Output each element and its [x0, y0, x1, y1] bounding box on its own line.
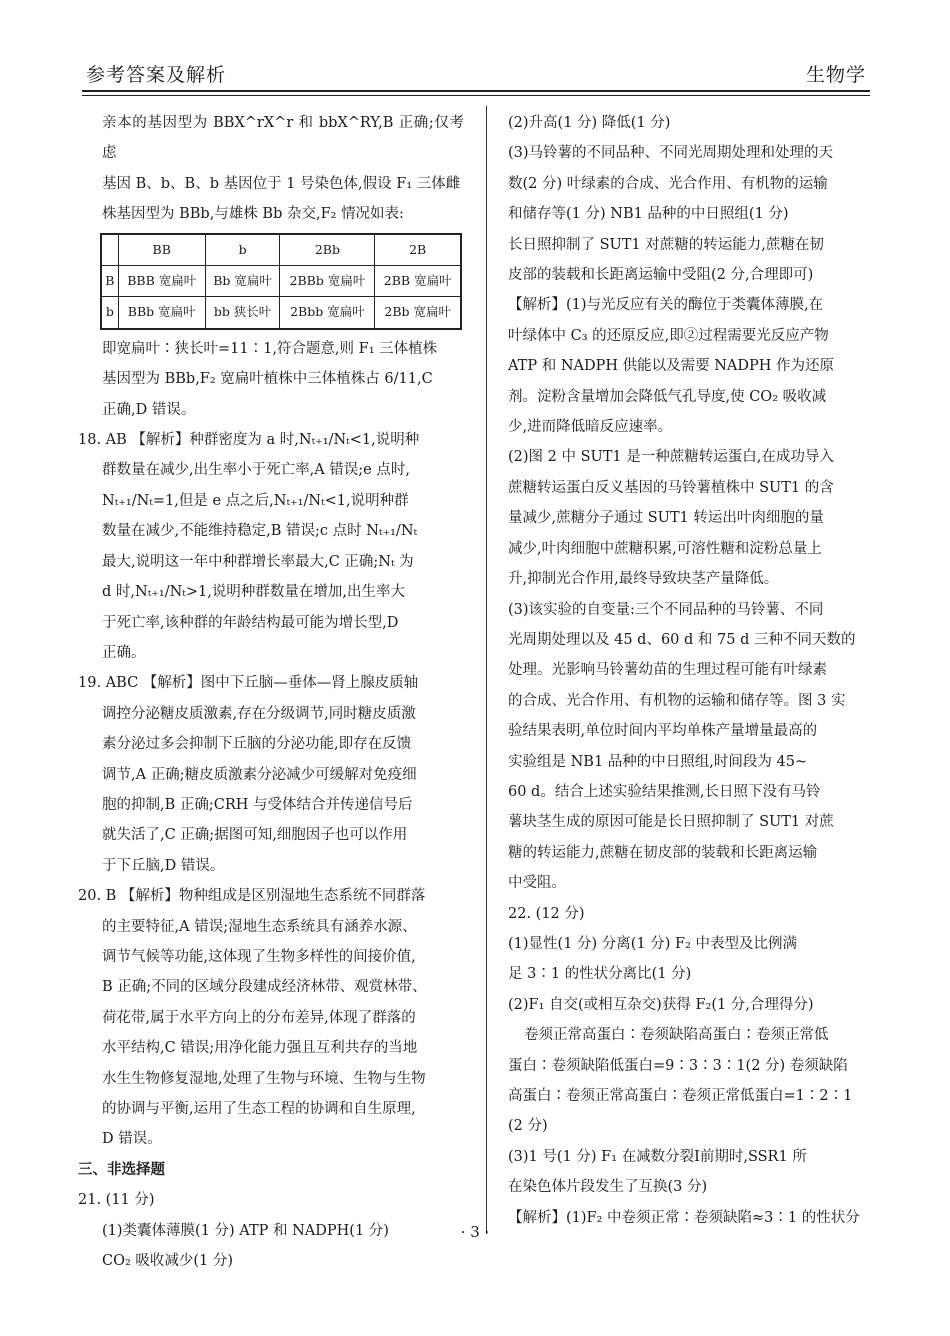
line: 中受阻。 [508, 875, 566, 892]
table-cell: B [101, 266, 118, 297]
line: 蛋白∶卷须缺陷低蛋白=9∶3∶3∶1(2 分) 卷须缺陷 [508, 1057, 848, 1074]
table-cell: 2BB 宽扁叶 [375, 266, 461, 297]
line: 数(2 分) 叶绿素的合成、光合作用、有机物的运输 [508, 175, 828, 192]
header-rule-thin [82, 95, 870, 96]
line: (3)马铃薯的不同品种、不同光周期处理和处理的天 [508, 145, 834, 162]
q17-conclusion [78, 334, 464, 425]
table-header-row [101, 234, 461, 266]
right-column [508, 108, 876, 1233]
line: 20. B 【解析】物种组成是区别湿地生态系统不同群落 [78, 888, 426, 905]
genotype-table [100, 233, 462, 330]
line: 调节,A 正确;糖皮质激素分泌减少可缓解对免疫细 [102, 766, 417, 783]
table-cell [101, 234, 118, 266]
line: 处理。光影响马铃薯幼苗的生理过程可能有叶绿素 [508, 662, 827, 679]
line: 薯块茎生成的原因可能是长日照抑制了 SUT1 对蔗 [508, 814, 834, 831]
line: 亲本的基因型为 BBX^rX^r 和 bbX^RY,B 正确;仅考虑 [102, 115, 464, 162]
table-cell: BB [118, 234, 205, 266]
q22-answer-1 [508, 929, 876, 990]
line: 就失活了,C 正确;据图可知,细胞因子也可以作用 [102, 827, 408, 844]
line: B 正确;不同的区域分段建成经济林带、观赏林带、 [102, 979, 427, 996]
line: 18. AB 【解析】种群密度为 a 时,Nₜ₊₁/Nₜ<1,说明种 [78, 432, 420, 449]
line: 的协调与平衡,运用了生态工程的协调和自生原理, [102, 1101, 416, 1117]
table-cell: 2Bbb 宽扁叶 [280, 297, 375, 329]
line: 长日照抑制了 SUT1 对蔗糖的转运能力,蔗糖在韧 [508, 236, 824, 253]
line: 的主要特征,A 错误;湿地生态系统具有涵养水源、 [102, 918, 417, 935]
line: 实验组是 NB1 品种的中日照组,时间段为 45~ [508, 753, 808, 770]
line: (3)该实验的自变量:三个不同品种的马铃薯、不同 [508, 601, 824, 618]
header-left-title: 参考答案及解析 [86, 64, 227, 86]
line: 调控分泌糖皮质激素,存在分级调节,同时糖皮质激 [102, 705, 416, 722]
table-cell: Bb 宽扁叶 [205, 266, 280, 297]
table-cell: BBb 宽扁叶 [118, 297, 205, 329]
q21-answer-1: (1)类囊体薄膜(1 分) ATP 和 NADPH(1 分) [102, 1222, 389, 1239]
page-header [82, 58, 870, 88]
line: (1)显性(1 分) 分离(1 分) F₂ 中表型及比例满 [508, 935, 798, 952]
line: 于死亡率,该种群的年龄结构最可能为增长型,D [102, 614, 399, 631]
q22-answer-2b [508, 1020, 876, 1142]
table-cell: b [205, 234, 280, 266]
line: 少,进而降低暗反应速率。 [508, 419, 673, 436]
line: 【解析】(1)与光反应有关的酶位于类囊体薄膜,在 [508, 297, 824, 314]
line: 素分泌过多会抑制下丘脑的分泌功能,即存在反馈 [102, 736, 412, 753]
line: (3)1 号(1 分) F₁ 在减数分裂Ⅰ前期时,SSR1 所 [508, 1148, 807, 1165]
line: 水平结构,C 错误;用净化能力强且互利共存的当地 [102, 1040, 418, 1057]
section-heading: 三、非选择题 [78, 1160, 165, 1178]
line: 19. ABC 【解析】图中下丘脑—垂体—肾上腺皮质轴 [78, 675, 419, 692]
line: 株基因型为 BBb,与雄株 Bb 杂交,F₂ 情况如表: [102, 206, 404, 223]
table-cell: b [101, 297, 118, 329]
line: 剂。淀粉含量增加会降低气孔导度,使 CO₂ 吸收减 [508, 388, 827, 405]
line: 高蛋白∶卷须正常高蛋白∶卷须正常低蛋白=1∶2∶1 [508, 1088, 853, 1104]
line: 水生生物修复湿地,处理了生物与环境、生物与生物 [102, 1070, 426, 1087]
line: 在染色体片段发生了互换(3 分) [508, 1179, 708, 1196]
line: 调节气候等功能,这体现了生物多样性的间接价值, [102, 948, 416, 965]
line: 量减少,蔗糖分子通过 SUT1 转运出叶肉细胞的量 [508, 510, 824, 527]
q19-answer [78, 668, 464, 881]
line: 和储存等(1 分) NB1 品种的中日照组(1 分) [508, 206, 789, 223]
q21-analysis-3 [508, 595, 876, 899]
header-subject: 生物学 [805, 64, 866, 86]
table-cell: BBB 宽扁叶 [118, 266, 205, 297]
line: 升,抑制光合作用,最终导致块茎产量降低。 [508, 571, 779, 588]
page-number: · 3 · [460, 1223, 490, 1241]
table-cell: 2B [375, 234, 461, 266]
line: 皮部的装载和长距离运输中受阻(2 分,合理即可) [508, 267, 814, 284]
line: 减少,叶肉细胞中蔗糖积累,可溶性糖和淀粉总量上 [508, 540, 822, 557]
left-column [78, 108, 464, 1276]
line: 蔗糖转运蛋白反义基因的马铃薯植株中 SUT1 的含 [508, 479, 834, 496]
q20-answer [78, 881, 464, 1155]
q21-answer-3 [508, 138, 876, 290]
line: d 时,Nₜ₊₁/Nₜ>1,说明种群数量在增加,出生率大 [102, 584, 405, 601]
line: 糖的转运能力,蔗糖在韧皮部的装载和长距离运输 [508, 844, 818, 861]
line: 验结果表明,单位时间内平均单株产量增量最高的 [508, 723, 818, 740]
table-cell: 2BBb 宽扁叶 [280, 266, 375, 297]
table-cell: 2Bb [280, 234, 375, 266]
line: 足 3∶1 的性状分离比(1 分) [508, 966, 692, 983]
line: 60 d。结合上述实验结果推测,长日照下没有马铃 [508, 783, 821, 800]
line: 即宽扁叶∶狭长叶=11∶1,符合题意,则 F₁ 三体植株 [102, 340, 438, 357]
line: 卷须正常高蛋白∶卷须缺陷高蛋白∶卷须正常低 [524, 1027, 829, 1044]
q21-analysis-2 [508, 442, 876, 594]
line: (2)图 2 中 SUT1 是一种蔗糖转运蛋白,在成功导入 [508, 449, 834, 466]
line: 光周期处理以及 45 d、60 d 和 75 d 三种不同天数的 [508, 631, 856, 648]
line: 的合成、光合作用、有机物的运输和储存等。图 3 实 [508, 692, 846, 709]
line: 数量在减少,不能维持稳定,B 错误;c 点时 Nₜ₊₁/Nₜ [102, 523, 418, 540]
q22-title: 22. (12 分) [508, 905, 585, 922]
table-row [101, 266, 461, 297]
table-row [101, 297, 461, 329]
line: Nₜ₊₁/Nₜ=1,但是 e 点之后,Nₜ₊₁/Nₜ<1,说明种群 [102, 492, 409, 509]
line: 正确,D 错误。 [102, 401, 196, 418]
q22-answer-2: (2)F₁ 自交(或相互杂交)获得 F₂(1 分,合理得分) [508, 996, 814, 1013]
line: (2 分) [508, 1118, 548, 1135]
q21-analysis-1 [508, 290, 876, 442]
q21-title: 21. (11 分) [78, 1192, 155, 1209]
line: D 错误。 [102, 1131, 162, 1148]
line: 于下丘脑,D 错误。 [102, 857, 225, 874]
column-divider [486, 106, 487, 1234]
q17-continued [78, 108, 464, 230]
line: 荷花带,属于水平方向上的分布差异,体现了群落的 [102, 1009, 416, 1026]
line: ATP 和 NADPH 供能以及需要 NADPH 作为还原 [508, 358, 835, 375]
q21-answer-1b: CO₂ 吸收减少(1 分) [102, 1253, 234, 1270]
line: 基因 B、b、B、b 基因位于 1 号染色体,假设 F₁ 三体雌 [102, 175, 461, 192]
header-rule-thick [82, 90, 870, 92]
line: 群数量在减少,出生率小于死亡率,A 错误;e 点时, [102, 462, 410, 479]
q22-answer-3 [508, 1142, 876, 1203]
line: 基因型为 BBb,F₂ 宽扁叶植株中三体植株占 6/11,C [102, 371, 433, 388]
q21-answer-2: (2)升高(1 分) 降低(1 分) [508, 115, 671, 131]
line: 叶绿体中 C₃ 的还原反应,即②过程需要光反应产物 [508, 327, 829, 344]
line: 正确。 [102, 644, 146, 661]
q18-answer [78, 425, 464, 668]
q22-analysis-1: 【解析】(1)F₂ 中卷须正常∶卷须缺陷≈3∶1 的性状分 [508, 1209, 860, 1226]
line: 胞的抑制,B 正确;CRH 与受体结合并传递信号后 [102, 796, 413, 813]
table-cell: bb 狭长叶 [205, 297, 280, 329]
table-cell: 2Bb 宽扁叶 [375, 297, 461, 329]
line: 最大,说明这一年中种群增长率最大,C 正确;Nₜ 为 [102, 553, 414, 570]
